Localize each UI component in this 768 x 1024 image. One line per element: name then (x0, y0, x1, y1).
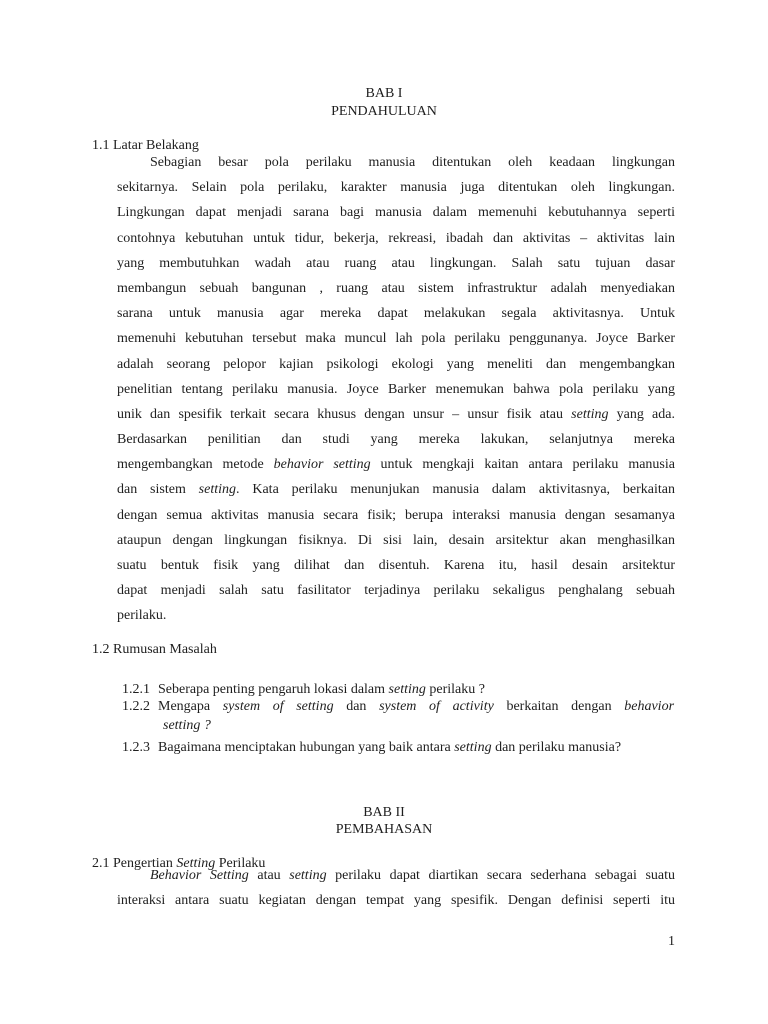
text-line (117, 402, 675, 427)
text-run: perilaku dapat diartikan secara sederhana sebagai suatu (326, 868, 675, 883)
text-run: ataupun dengan lingkungan fisiknya. Di sisi lain, desain arsitektur akan menghasilkan (117, 532, 675, 548)
text-line (117, 528, 675, 553)
text-run: Perilaku (215, 856, 266, 871)
text-line (117, 301, 675, 326)
text-run: untuk mengkaji kaitan antara perilaku manusia (370, 457, 675, 473)
list-item-number: 1.2.1 (122, 682, 150, 697)
list-item (122, 697, 675, 717)
text-run: dapat menjadi salah satu fasilitator terjadinya perilaku sekaligus penghalang sebuah (117, 583, 675, 599)
list-item-text (158, 740, 621, 755)
text-run: atau (248, 868, 290, 883)
italic-term: setting (571, 406, 609, 422)
text-line (117, 175, 675, 200)
text-line (117, 276, 675, 301)
text-line (117, 377, 675, 402)
italic-term: setting (289, 868, 327, 883)
italic-term: system of setting (222, 699, 334, 714)
list-item-text (158, 697, 674, 717)
text-line (117, 226, 675, 251)
text-line (117, 200, 675, 225)
text-run: adalah seorang pelopor kajian psikologi ekologi yang meneliti dan mengembangkan (117, 356, 675, 372)
text-line (117, 452, 675, 477)
text-run: Lingkungan dapat menjadi sarana bagi manusia dalam memenuhi kebutuhannya seperti (117, 205, 675, 221)
list-item-number: 1.2.2 (122, 699, 150, 714)
text-run: sarana untuk manusia agar mereka dapat melakukan segala aktivitasnya. Untuk (117, 306, 675, 322)
italic-term: behavior (624, 699, 675, 714)
text-run: dan perilaku manusia? (491, 740, 622, 755)
italic-term: setting (388, 682, 426, 697)
text-run: penelitian tentang perilaku manusia. Joyce Barker menemukan bahwa pola perilaku yang (117, 381, 675, 397)
text-line (117, 888, 675, 913)
text-run: perilaku ? (425, 682, 485, 697)
chapter-title-2: PEMBAHASAN (335, 822, 433, 837)
italic-term: setting (454, 740, 492, 755)
paragraph-latar-belakang (117, 150, 675, 629)
italic-term: setting ? (163, 718, 211, 733)
text-line (117, 578, 675, 603)
text-run: membangun sebuah bangunan , ruang atau sistem infrastruktur adalah menyediakan (117, 280, 675, 296)
text-run: Mengapa (158, 699, 223, 714)
text-line (117, 326, 675, 351)
text-run: suatu bentuk fisik yang dilihat dan disentuh. Karena itu, hasil desain arsitektur (117, 558, 675, 573)
text-line (117, 477, 675, 502)
text-run: unik dan spesifik terkait secara khusus dengan unsur – unsur fisik atau (117, 406, 572, 422)
page-number: 1 (668, 934, 675, 949)
text-line (117, 603, 675, 628)
text-run: Berdasarkan penilitian dan studi yang mereka lakukan, selanjutnya mereka (117, 432, 675, 448)
italic-term: Behavior Setting (150, 868, 249, 883)
text-run: dan (333, 699, 380, 714)
text-run: dengan semua aktivitas manusia secara fisik; berupa interaksi manusia dengan sesamanya (117, 507, 675, 523)
text-run: memenuhi kebutuhan tersebut maka muncul lah pola perilaku penggunanya. Joyce Barker (117, 331, 675, 347)
text-line (117, 251, 675, 276)
text-run: yang membutuhkan wadah atau ruang atau lingkungan. Salah satu tujuan dasar (117, 255, 675, 271)
text-line (117, 427, 675, 452)
chapter-title: PENDAHULUAN (331, 104, 437, 119)
text-run: perilaku. (117, 608, 167, 624)
text-line (117, 503, 675, 528)
text-run: Seberapa penting pengaruh lokasi dalam (158, 682, 389, 697)
text-run: Sebagian besar pola perilaku manusia ditentukan oleh keadaan lingkungan (150, 155, 675, 170)
paragraph-pengertian (117, 863, 675, 913)
italic-term: setting (198, 482, 237, 498)
italic-term: system of activity (379, 699, 494, 714)
italic-term: behavior setting (273, 457, 371, 473)
list-item-number: 1.2.3 (122, 740, 150, 755)
text-run: sekitarnya. Selain pola perilaku, karakter manusia juga ditentukan oleh lingkungan. (117, 180, 675, 196)
text-run: contohnya kebutuhan untuk tidur, bekerja, rekreasi, ibadah dan aktivitas – aktivitas lain (117, 230, 675, 246)
chapter-label: BAB I (365, 86, 403, 101)
text-run: . Kata perilaku menunjukan manusia dalam aktivitasnya, berkaitan (236, 482, 675, 498)
text-run: berkaitan dengan (493, 699, 625, 714)
text-line (117, 352, 675, 377)
text-line (117, 150, 675, 175)
text-run: 2.1 Pengertian (92, 856, 177, 871)
text-run: dan sistem (117, 482, 199, 498)
text-run: interaksi antara suatu kegiatan dengan tempat yang spesifik. Dengan definisi seperti itu (117, 893, 675, 909)
list-item-text (158, 682, 485, 697)
list-item-continuation (163, 718, 211, 734)
text-run: mengembangkan metode (117, 457, 274, 473)
italic-term: Setting (176, 856, 216, 871)
text-run: Bagaimana menciptakan hubungan yang baik antara (158, 740, 455, 755)
text-line (117, 863, 675, 888)
list-item (122, 738, 675, 758)
text-line (117, 553, 675, 578)
text-run: yang ada. (608, 406, 675, 422)
chapter-label-2: BAB II (363, 805, 405, 820)
section-heading-1-1: 1.1 Latar Belakang (92, 138, 199, 153)
section-heading-1-2: 1.2 Rumusan Masalah (92, 642, 217, 657)
